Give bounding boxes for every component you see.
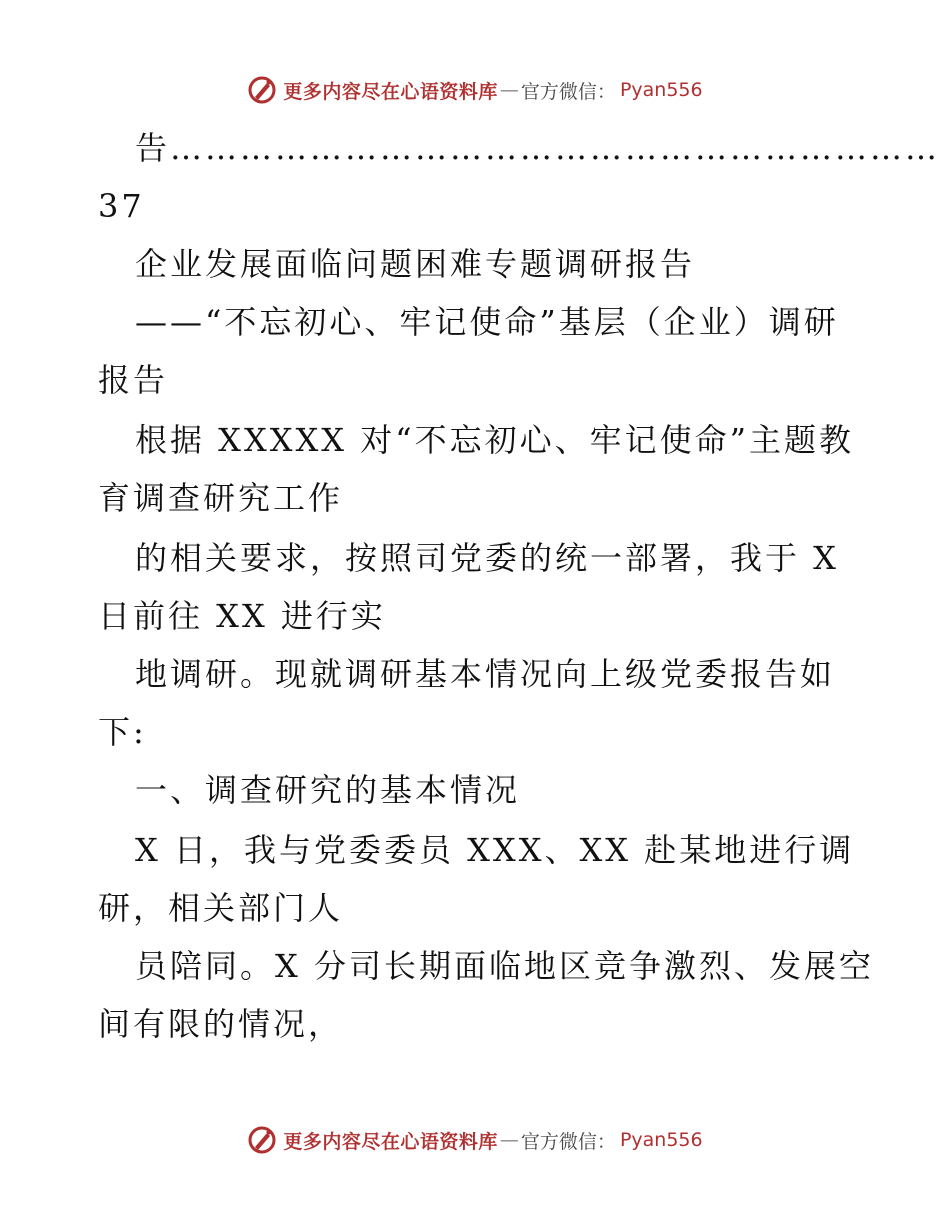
watermark-wechat-id: Pyan556 xyxy=(619,1129,703,1151)
section-heading: 一、调查研究的基本情况 xyxy=(135,771,521,809)
pen-circle-icon xyxy=(247,75,277,105)
paragraph-line: 育调查研究工作 xyxy=(98,479,344,517)
page-header-watermark xyxy=(0,72,950,108)
paragraph-line: 研，相关部门人 xyxy=(98,889,344,927)
watermark-official-label: 官方微信： xyxy=(520,1130,616,1153)
report-subtitle-line-2: 报告 xyxy=(98,361,169,399)
paragraph-line: 的相关要求，按照司党委的统一部署，我于 X xyxy=(135,539,839,577)
paragraph-line: 员陪同。X 分司长期面临地区竞争激烈、发展空 xyxy=(135,947,874,985)
watermark-wechat-id: Pyan556 xyxy=(619,79,703,101)
paragraph-line: 根据 XXXXX 对“不忘初心、牢记使命”主题教 xyxy=(135,421,854,459)
watermark-official-label: 官方微信： xyxy=(520,80,616,103)
report-subtitle-line-1: ——“不忘初心、牢记使命”基层（企业）调研 xyxy=(135,303,839,341)
watermark-dash: — xyxy=(499,1129,519,1151)
paragraph-line: 下: xyxy=(98,713,147,751)
page-footer-watermark xyxy=(0,1122,950,1158)
toc-page-number: 37 xyxy=(98,187,145,225)
report-title: 企业发展面临问题困难专题调研报告 xyxy=(135,245,696,283)
watermark-text: 更多内容尽在心语资料库 xyxy=(283,80,498,103)
paragraph-line: 间有限的情况， xyxy=(98,1005,344,1043)
paragraph-line: 日前往 XX 进行实 xyxy=(98,597,386,635)
pen-circle-icon xyxy=(247,1125,277,1155)
paragraph-line: X 日，我与党委委员 XXX、XX 赴某地进行调 xyxy=(135,831,855,869)
watermark-text: 更多内容尽在心语资料库 xyxy=(283,1130,498,1153)
paragraph-line: 地调研。现就调研基本情况向上级党委报告如 xyxy=(135,655,836,693)
watermark-dash: — xyxy=(499,79,519,101)
toc-line-dots: 告………………………………………………………… xyxy=(135,129,941,167)
